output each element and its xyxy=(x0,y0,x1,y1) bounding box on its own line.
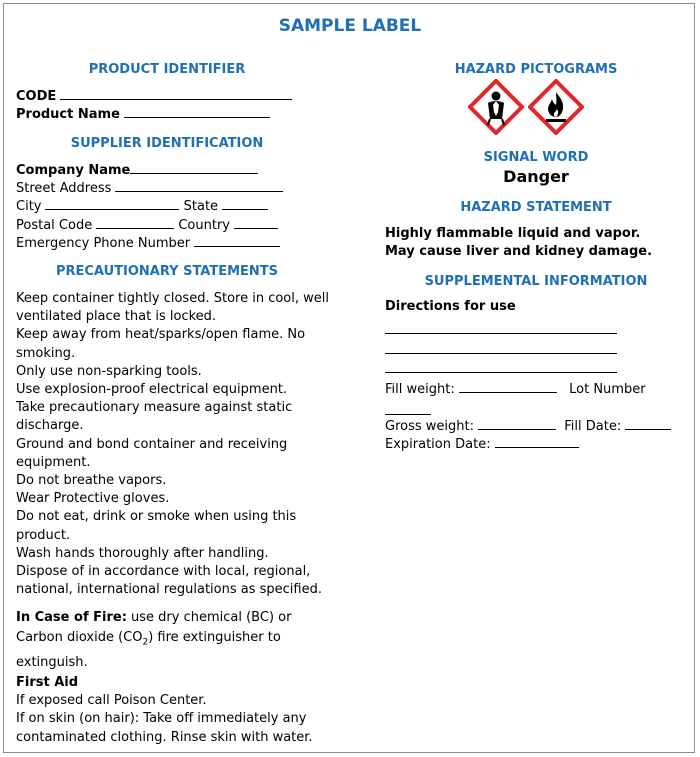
state-label: State xyxy=(183,199,219,214)
hazard-statement-text xyxy=(385,225,685,261)
product-name-row xyxy=(16,105,270,124)
gross-weight-row xyxy=(385,417,671,436)
fire-text-2b: ) fire extinguisher to xyxy=(148,630,281,645)
street-address-line[interactable] xyxy=(115,179,283,192)
precaution-line: national, international regulations as specified. xyxy=(16,582,322,598)
postal-country-row xyxy=(16,216,278,235)
city-line[interactable] xyxy=(45,197,179,210)
precaution-line: equipment. xyxy=(16,454,91,470)
precaution-line: Take precautionary measure against static xyxy=(16,400,293,416)
postal-code-label: Postal Code xyxy=(16,218,93,233)
lot-number-line[interactable] xyxy=(385,414,431,415)
health-hazard-icon xyxy=(468,79,524,135)
directions-line-3[interactable] xyxy=(385,372,617,373)
first-aid-label: First Aid xyxy=(16,675,79,690)
gross-weight-line[interactable] xyxy=(478,417,556,430)
product-name-label: Product Name xyxy=(16,107,120,122)
hazard-statement-heading: HAZARD STATEMENT xyxy=(460,200,612,215)
precaution-line: Ground and bond container and receiving xyxy=(16,436,288,452)
precaution-line: ventilated place that is locked. xyxy=(16,309,217,325)
precaution-line: Use explosion-proof electrical equipment. xyxy=(16,382,288,398)
fire-text-2-sub: 2 xyxy=(142,637,149,648)
precaution-line: Do not breathe vapors. xyxy=(16,473,167,489)
fire-text-1: use dry chemical (BC) or xyxy=(131,610,292,625)
company-name-row xyxy=(16,161,258,180)
state-line[interactable] xyxy=(222,197,268,210)
precaution-line: Dispose of in accordance with local, regional, xyxy=(16,564,311,580)
hazard-pictograms-heading: HAZARD PICTOGRAMS xyxy=(454,62,618,77)
flame-icon xyxy=(528,79,584,135)
signal-word-heading: SIGNAL WORD xyxy=(483,150,589,165)
precaution-line: Keep away from heat/sparks/open flame. No xyxy=(16,327,306,343)
fill-date-line[interactable] xyxy=(625,417,671,430)
emergency-phone-row xyxy=(16,234,280,253)
supplier-identification-heading: SUPPLIER IDENTIFICATION xyxy=(70,136,264,151)
expiration-date-line[interactable] xyxy=(495,435,579,448)
lot-number-label: Lot Number xyxy=(569,382,646,397)
company-name-line[interactable] xyxy=(130,161,258,174)
city-state-row xyxy=(16,197,268,216)
first-aid-line: contaminated clothing. Rinse skin with water. xyxy=(16,729,313,745)
precautionary-statements-heading: PRECAUTIONARY STATEMENTS xyxy=(55,264,279,279)
gross-weight-label: Gross weight: xyxy=(385,419,474,434)
fire-text-3: extinguish. xyxy=(16,654,88,670)
precautionary-list xyxy=(16,290,346,599)
first-aid-line: If exposed call Poison Center. xyxy=(16,693,207,709)
precaution-line: Wear Protective gloves. xyxy=(16,491,170,507)
country-label: Country xyxy=(178,218,230,233)
expiration-date-row xyxy=(385,435,579,454)
precaution-line: product. xyxy=(16,527,71,543)
code-label: CODE xyxy=(16,89,57,104)
emergency-phone-label: Emergency Phone Number xyxy=(16,236,191,251)
signal-word-value: Danger xyxy=(503,167,569,186)
code-row xyxy=(16,87,292,106)
country-line[interactable] xyxy=(234,216,278,229)
street-address-row xyxy=(16,179,283,198)
first-aid-line: If on skin (on hair): Take off immediately any xyxy=(16,711,307,727)
precaution-line: Keep container tightly closed. Store in cool, well xyxy=(16,291,329,306)
fire-section xyxy=(16,608,346,673)
product-name-line[interactable] xyxy=(124,105,270,118)
hazard-statement-line: Highly flammable liquid and vapor. xyxy=(385,226,641,241)
fill-date-label: Fill Date: xyxy=(564,419,622,434)
precaution-line: discharge. xyxy=(16,418,84,434)
directions-line-2[interactable] xyxy=(385,353,617,354)
emergency-phone-line[interactable] xyxy=(194,234,280,247)
fill-weight-row xyxy=(385,380,646,399)
fill-weight-label: Fill weight: xyxy=(385,382,455,397)
precaution-line: smoking. xyxy=(16,345,76,361)
code-line[interactable] xyxy=(60,87,292,100)
precaution-line: Wash hands thoroughly after handling. xyxy=(16,545,269,561)
directions-label: Directions for use xyxy=(385,299,516,314)
supplemental-information-heading: SUPPLEMENTAL INFORMATION xyxy=(424,274,648,289)
precaution-line: Only use non-sparking tools. xyxy=(16,363,202,379)
fill-weight-line[interactable] xyxy=(459,380,557,393)
directions-line-1[interactable] xyxy=(385,333,617,334)
fire-text-2a: Carbon dioxide (CO xyxy=(16,630,143,645)
company-name-label: Company Name xyxy=(16,163,131,178)
label-title: SAMPLE LABEL xyxy=(278,16,422,36)
precaution-line: Do not eat, drink or smoke when using this xyxy=(16,509,297,525)
hazard-statement-line: May cause liver and kidney damage. xyxy=(385,244,653,260)
fire-label: In Case of Fire: xyxy=(16,610,127,625)
city-label: City xyxy=(16,199,42,214)
postal-code-line[interactable] xyxy=(96,216,174,229)
product-identifier-heading: PRODUCT IDENTIFIER xyxy=(88,62,246,77)
expiration-date-label: Expiration Date: xyxy=(385,437,491,452)
first-aid-section xyxy=(16,674,346,747)
street-address-label: Street Address xyxy=(16,181,112,196)
